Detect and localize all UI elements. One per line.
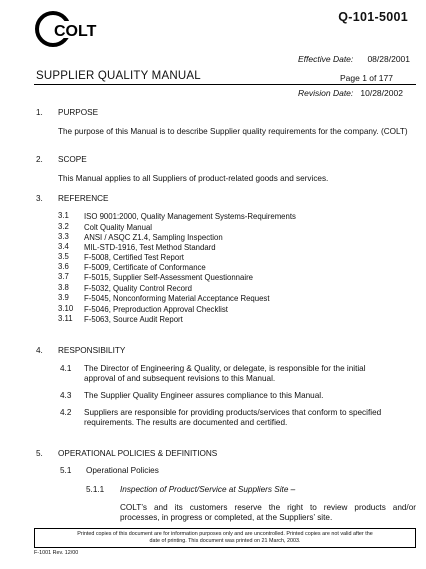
section-2-number: 2.	[36, 155, 43, 164]
page-number: Page 1 of 177	[340, 73, 393, 83]
effective-date-line	[298, 54, 410, 64]
print-disclaimer-box	[34, 528, 416, 548]
logo-text: COLT	[54, 23, 97, 40]
section-3-title: REFERENCE	[58, 194, 109, 203]
reference-item: F-5063, Source Audit Report	[84, 315, 183, 324]
reference-item: F-5032, Quality Control Record	[84, 284, 192, 293]
reference-number: 3.7	[58, 272, 69, 281]
reference-item: F-5045, Nonconforming Material Acceptance Request	[84, 294, 270, 303]
responsibility-line: The Director of Engineering & Quality, or delegate, is responsible for the initial	[84, 364, 366, 373]
subsubsection-title: Inspection of Product/Service at Suppliers Site –	[120, 485, 296, 494]
paragraph-line: COLT’s and its customers reserve the right to review products and/or	[120, 503, 416, 512]
reference-number: 3.9	[58, 293, 69, 302]
reference-item: Colt Quality Manual	[84, 223, 153, 232]
section-5-number: 5.	[36, 449, 43, 458]
document-number: Q-101-5001	[338, 10, 408, 24]
section-3-number: 3.	[36, 194, 43, 203]
reference-number: 3.4	[58, 242, 69, 251]
section-2-text: This Manual applies to all Suppliers of product-related goods and services.	[58, 174, 329, 183]
reference-number: 3.3	[58, 232, 69, 241]
disclaimer-line: date of printing. This document was printed on 21 March, 2003.	[149, 538, 301, 544]
subsection-title: Operational Policies	[86, 466, 159, 475]
document-title: SUPPLIER QUALITY MANUAL	[36, 70, 201, 82]
reference-number: 3.11	[58, 314, 73, 323]
responsibility-line: approval of and subsequent revisions to this Manual.	[84, 374, 276, 383]
responsibility-number: 4.2	[60, 408, 72, 417]
reference-item: MIL-STD-1916, Test Method Standard	[84, 243, 216, 252]
reference-item: ISO 9001:2000, Quality Management Systems-Requirements	[84, 212, 296, 221]
section-1-title: PURPOSE	[58, 108, 99, 117]
section-4-number: 4.	[36, 346, 43, 355]
section-4-title: RESPONSIBILITY	[58, 346, 126, 355]
form-number: F-1001 Rev. 12/00	[34, 550, 79, 556]
header-divider	[34, 84, 416, 85]
reference-item: ANSI / ASQC Z1.4, Sampling Inspection	[84, 233, 223, 242]
disclaimer-line: Printed copies of this document are for information purposes only and are uncontrolled. Printed copies are not valid after the	[77, 531, 373, 537]
reference-number: 3.5	[58, 252, 69, 261]
responsibility-line: The Supplier Quality Engineer assures compliance to this Manual.	[84, 391, 324, 400]
section-1-text: The purpose of this Manual is to describe Supplier quality requirements for the company. (COLT)	[58, 127, 408, 136]
section-1-number: 1.	[36, 108, 43, 117]
colt-logo	[34, 10, 98, 48]
responsibility-number: 4.3	[60, 391, 72, 400]
effective-date-label: Effective Date:	[298, 54, 354, 64]
section-2-title: SCOPE	[58, 155, 87, 164]
reference-item: F-5046, Preproduction Approval Checklist	[84, 305, 228, 314]
subsection-number: 5.1	[60, 466, 72, 475]
reference-item: F-5009, Certificate of Conformance	[84, 263, 206, 272]
reference-number: 3.10	[58, 304, 74, 313]
revision-date-label: Revision Date:	[298, 88, 354, 98]
paragraph-line: processes, in progress or completed, at the Suppliers’ site.	[120, 513, 333, 522]
responsibility-line: requirements. The results are documented and certified.	[84, 418, 288, 427]
effective-date: 08/28/2001	[367, 54, 410, 64]
reference-number: 3.2	[58, 222, 69, 231]
section-5-title: OPERATIONAL POLICIES & DEFINITIONS	[58, 449, 218, 458]
reference-number: 3.8	[58, 283, 69, 292]
reference-item: F-5008, Certified Test Report	[84, 253, 184, 262]
revision-date: 10/28/2002	[360, 88, 403, 98]
responsibility-number: 4.1	[60, 364, 72, 373]
reference-number: 3.1	[58, 211, 69, 220]
subsubsection-number: 5.1.1	[86, 485, 105, 494]
responsibility-line: Suppliers are responsible for providing products/services that conform to specified	[84, 408, 382, 417]
reference-number: 3.6	[58, 262, 69, 271]
reference-item: F-5015, Supplier Self-Assessment Questionnaire	[84, 273, 254, 282]
revision-date-line	[298, 88, 403, 98]
